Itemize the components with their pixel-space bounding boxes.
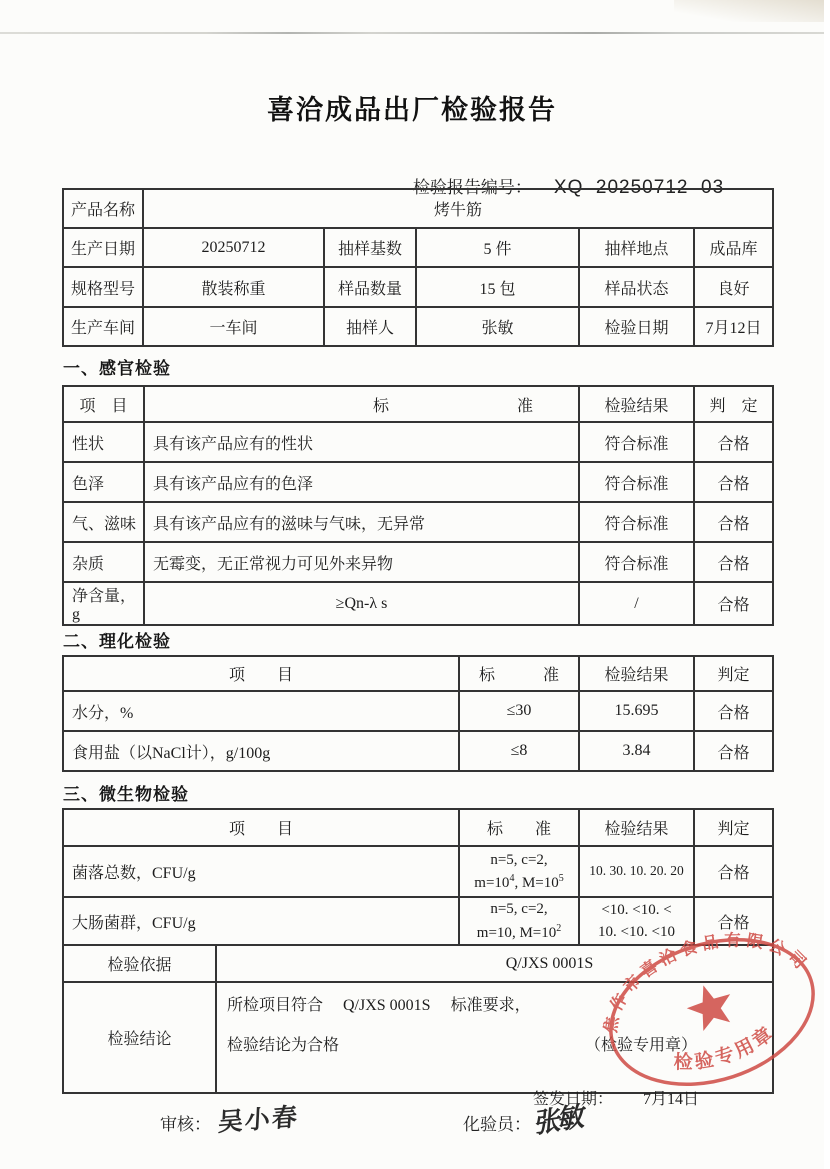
result-cell: 符合标准 bbox=[579, 462, 694, 502]
section-heading-physchem: 二、理化检验 bbox=[63, 632, 171, 651]
issue-date-value: 7月14日 bbox=[643, 1091, 700, 1108]
result-line-1: 10. 30. 10. 20. 20 bbox=[589, 863, 684, 879]
seal-note: （检验专用章） bbox=[585, 1037, 698, 1054]
result-cell: 符合标准 bbox=[579, 422, 694, 462]
review-label: 审核： bbox=[160, 1115, 211, 1134]
table-row bbox=[63, 691, 773, 731]
workshop-label: 生产车间 bbox=[63, 307, 143, 346]
table-row bbox=[63, 582, 773, 625]
verdict-cell: 合格 bbox=[694, 542, 773, 582]
table-header-row bbox=[63, 809, 773, 846]
item-cell: 菌落总数，CFU/g bbox=[63, 846, 459, 897]
standard-cell: ≤8 bbox=[459, 731, 579, 771]
item-cell: 净含量，g bbox=[63, 582, 144, 625]
table-row bbox=[63, 228, 773, 267]
report-number-value: XQ 20250712 03 bbox=[553, 177, 725, 198]
section-heading-sensory: 一、感官检验 bbox=[63, 359, 171, 378]
section-heading-micro: 三、微生物检验 bbox=[63, 785, 189, 804]
conclusion-line-1: 所检项目符合 Q/JXS 0001S 标准要求， bbox=[227, 997, 531, 1014]
standard-cell: ≥Qn-λ s bbox=[144, 582, 579, 625]
result-cell: 3.84 bbox=[579, 731, 694, 771]
col-header-standard: 标 准 bbox=[144, 386, 579, 422]
item-cell: 杂质 bbox=[63, 542, 144, 582]
result-cell: 15.695 bbox=[579, 691, 694, 731]
table-row bbox=[63, 542, 773, 582]
product-name-label: 产品名称 bbox=[63, 189, 143, 228]
standard-cell bbox=[459, 846, 579, 897]
sample-base-label: 抽样基数 bbox=[324, 228, 416, 267]
sample-state-label: 样品状态 bbox=[579, 267, 694, 307]
sensory-table bbox=[62, 385, 774, 626]
verdict-cell: 合格 bbox=[694, 731, 773, 771]
inspection-stamp bbox=[594, 928, 830, 1096]
table-row bbox=[63, 307, 773, 346]
table-row bbox=[63, 189, 773, 228]
sample-qty-label: 样品数量 bbox=[324, 267, 416, 307]
sampler-label: 抽样人 bbox=[324, 307, 416, 346]
standard-cell: 具有该产品应有的滋味与气味，无异常 bbox=[144, 502, 579, 542]
item-cell: 色泽 bbox=[63, 462, 144, 502]
basis-value: Q/JXS 0001S bbox=[216, 945, 773, 982]
conclusion-line-2: 检验结论为合格 bbox=[227, 1037, 340, 1054]
standard-m: m=10 bbox=[474, 875, 510, 891]
standard-cell: 具有该产品应有的性状 bbox=[144, 422, 579, 462]
table-row bbox=[63, 267, 773, 307]
sample-state-value: 良好 bbox=[694, 267, 773, 307]
standard-cell bbox=[459, 897, 579, 945]
item-cell: 气、滋味 bbox=[63, 502, 144, 542]
result-cell bbox=[579, 846, 694, 897]
standard-line-1: n=5, c=2, bbox=[490, 901, 548, 917]
physchem-table bbox=[62, 655, 774, 772]
col-header-result: 检验结果 bbox=[579, 386, 694, 422]
inspect-date-label: 检验日期 bbox=[579, 307, 694, 346]
table-row bbox=[63, 731, 773, 771]
verdict-cell: 合格 bbox=[694, 897, 773, 945]
spec-model-value: 散装称重 bbox=[143, 267, 324, 307]
issue-date-label: 签发日期： bbox=[533, 1091, 614, 1108]
item-cell: 食用盐（以NaCl计），g/100g bbox=[63, 731, 459, 771]
col-header-result: 检验结果 bbox=[579, 656, 694, 691]
verdict-cell: 合格 bbox=[694, 582, 773, 625]
standard-line-2 bbox=[460, 921, 578, 945]
col-header-item: 项 目 bbox=[63, 656, 459, 691]
production-date-label: 生产日期 bbox=[63, 228, 143, 267]
conclusion-label: 检验结论 bbox=[63, 982, 216, 1093]
basis-label: 检验依据 bbox=[63, 945, 216, 982]
verdict-cell: 合格 bbox=[694, 846, 773, 897]
col-header-result: 检验结果 bbox=[579, 809, 694, 846]
sample-place-value: 成品库 bbox=[694, 228, 773, 267]
page-title: 喜洽成品出厂检验报告 bbox=[267, 95, 557, 125]
result-cell: 符合标准 bbox=[579, 542, 694, 582]
standard-M-exp: 5 bbox=[558, 873, 564, 884]
inspect-date-value: 7月12日 bbox=[694, 307, 773, 346]
table-header-row bbox=[63, 656, 773, 691]
col-header-item: 项 目 bbox=[63, 386, 144, 422]
stamp-type-text: 检验专用章 bbox=[673, 1022, 780, 1074]
result-cell: 符合标准 bbox=[579, 502, 694, 542]
item-cell: 水分，% bbox=[63, 691, 459, 731]
table-row bbox=[63, 462, 773, 502]
sampler-value: 张敏 bbox=[416, 307, 579, 346]
stamp-company-text: 焦作市喜洽食品有限公司 bbox=[601, 931, 813, 1035]
product-name-value: 烤牛筋 bbox=[143, 189, 773, 228]
table-header-row bbox=[63, 386, 773, 422]
production-date-value: 20250712 bbox=[143, 228, 324, 267]
table-row bbox=[63, 846, 773, 897]
result-line-2: 10. <10. <10 bbox=[598, 924, 675, 940]
col-header-standard: 标 准 bbox=[459, 656, 579, 691]
standard-M: , M=10 bbox=[514, 875, 559, 891]
footer-signatures bbox=[0, 1100, 824, 1160]
table-row bbox=[63, 422, 773, 462]
verdict-cell: 合格 bbox=[694, 691, 773, 731]
item-cell: 性状 bbox=[63, 422, 144, 462]
sample-place-label: 抽样地点 bbox=[579, 228, 694, 267]
col-header-verdict: 判 定 bbox=[694, 386, 773, 422]
result-cell: / bbox=[579, 582, 694, 625]
standard-M: , M=10 bbox=[511, 924, 557, 941]
result-line-1: <10. <10. < bbox=[601, 901, 672, 918]
standard-cell: ≤30 bbox=[459, 691, 579, 731]
tester-signature: 张敏 bbox=[533, 1100, 584, 1140]
col-header-verdict: 判定 bbox=[694, 809, 773, 846]
sample-qty-value: 15 包 bbox=[416, 267, 579, 307]
verdict-cell: 合格 bbox=[694, 502, 773, 542]
product-info-table bbox=[62, 188, 774, 347]
standard-M-exp: 2 bbox=[556, 922, 562, 934]
standard-m-exp: 4 bbox=[509, 873, 515, 884]
verdict-cell: 合格 bbox=[694, 462, 773, 502]
standard-cell: 具有该产品应有的色泽 bbox=[144, 462, 579, 502]
verdict-cell: 合格 bbox=[694, 422, 773, 462]
col-header-standard: 标 准 bbox=[459, 809, 579, 846]
standard-line-1: n=5, c=2, bbox=[490, 851, 548, 868]
col-header-verdict: 判定 bbox=[694, 656, 773, 691]
workshop-value: 一车间 bbox=[143, 307, 324, 346]
table-row bbox=[63, 502, 773, 542]
col-header-item: 项 目 bbox=[63, 809, 459, 846]
spec-model-label: 规格型号 bbox=[63, 267, 143, 307]
standard-line-2 bbox=[460, 871, 578, 895]
report-number-label: 检验报告编号： bbox=[412, 178, 532, 197]
standard-cell: 无霉变，无正常视力可见外来异物 bbox=[144, 542, 579, 582]
sample-base-value: 5 件 bbox=[416, 228, 579, 267]
stamp-star bbox=[682, 978, 739, 1033]
standard-m: m=10 bbox=[476, 924, 512, 941]
tester-label: 化验员： bbox=[463, 1115, 531, 1134]
scan-corner-shadow bbox=[674, 0, 824, 22]
scan-artifact-line bbox=[0, 32, 824, 34]
item-cell: 大肠菌群，CFU/g bbox=[63, 897, 459, 945]
review-signature: 吴小春 bbox=[217, 1104, 300, 1137]
